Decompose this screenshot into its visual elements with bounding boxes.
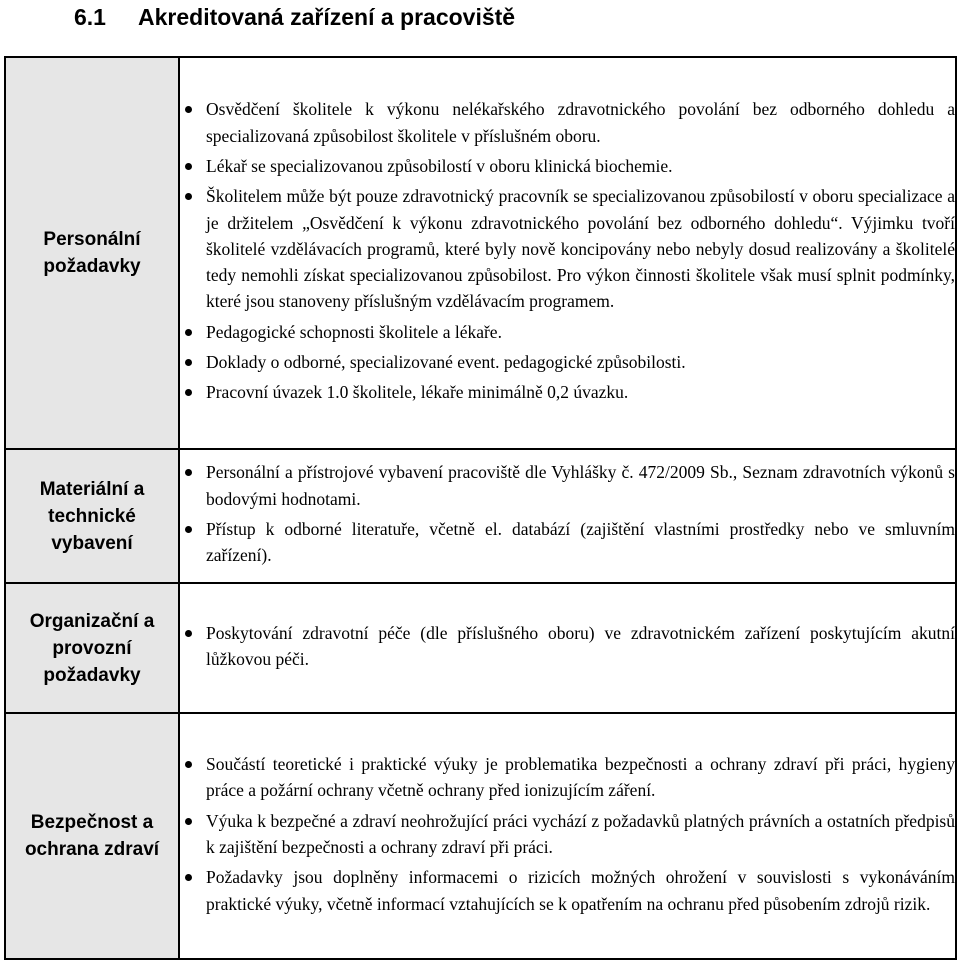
requirements-table xyxy=(4,56,957,960)
content-material-equipment xyxy=(179,449,956,583)
section-heading xyxy=(74,2,515,32)
list-item: Součástí teoretické i praktické výuky je problematika bezpečnosti a ochrany zdraví při práci, hygieny práce a požární ochrany včetně ochrany před ionizujícím záření. xyxy=(180,751,955,804)
list-item: Personální a přístrojové vybavení pracoviště dle Vyhlášky č. 472/2009 Sb., Seznam zdravotních výkonů s bodovými hodnotami. xyxy=(180,459,955,512)
bullet-list xyxy=(180,751,955,917)
list-item: Požadavky jsou doplněny informacemi o rizicích možných ohrožení v souvislosti s vykonáváním praktické výuky, včetně informací vztahujících se k opatřením na ochranu před působením zdrojů rizik. xyxy=(180,864,955,917)
list-item: Osvědčení školitele k výkonu nelékařského zdravotnického povolání bez odborného dohledu a specializovaná způsobilost školitele v příslušném oboru. xyxy=(180,96,955,149)
label-organizational-requirements xyxy=(5,583,179,713)
list-item: Pracovní úvazek 1.0 školitele, lékaře minimálně 0,2 úvazku. xyxy=(180,379,955,405)
row-label: Personální požadavky xyxy=(43,229,141,277)
section-number: 6.1 xyxy=(74,4,106,30)
row-label: Materiální a technické vybavení xyxy=(39,478,145,554)
list-item: Lékař se specializovanou způsobilostí v oboru klinická biochemie. xyxy=(180,153,955,179)
content-personal-requirements xyxy=(179,57,956,449)
label-safety-health xyxy=(5,713,179,959)
list-item: Školitelem může být pouze zdravotnický pracovník se specializovanou způsobilostí v oboru specializace a je držitelem „Osvědčení k výkonu zdravotnického povolání bez odborného dohledu“. Výjimku tvoří školitelé vzdělávacích programů, které byly nově koncipovány nebo nebyly dosud realizovány a školitelé tedy nemohli získat specializovanou způsobilost. Pro výkon činnosti školitele však musí splnit podmínky, které jsou stanoveny příslušným vzdělávacím programem. xyxy=(180,183,955,314)
row-personal-requirements xyxy=(5,57,956,449)
list-item: Výuka k bezpečné a zdraví neohrožující práci vychází z požadavků platných právních a ostatních předpisů k zajištění bezpečnosti a ochrany zdraví při práci. xyxy=(180,808,955,861)
bullet-list xyxy=(180,620,955,673)
content-organizational-requirements xyxy=(179,583,956,713)
row-safety-health xyxy=(5,713,956,959)
bullet-list xyxy=(180,96,955,405)
list-item: Pedagogické schopnosti školitele a lékaře. xyxy=(180,319,955,345)
row-organizational-requirements xyxy=(5,583,956,713)
label-personal-requirements xyxy=(5,57,179,449)
section-title: Akreditovaná zařízení a pracoviště xyxy=(138,4,516,30)
label-material-equipment xyxy=(5,449,179,583)
row-material-equipment xyxy=(5,449,956,583)
row-label: Bezpečnost a ochrana zdraví xyxy=(24,812,160,860)
bullet-list xyxy=(180,459,955,568)
row-label: Organizační a provozní požadavky xyxy=(29,610,155,686)
content-safety-health xyxy=(179,713,956,959)
list-item: Doklady o odborné, specializované event. pedagogické způsobilosti. xyxy=(180,349,955,375)
list-item: Poskytování zdravotní péče (dle příslušného oboru) ve zdravotnickém zařízení poskytujícím akutní lůžkovou péči. xyxy=(180,620,955,673)
list-item: Přístup k odborné literatuře, včetně el. databází (zajištění vlastními prostředky nebo ve smluvním zařízení). xyxy=(180,516,955,569)
